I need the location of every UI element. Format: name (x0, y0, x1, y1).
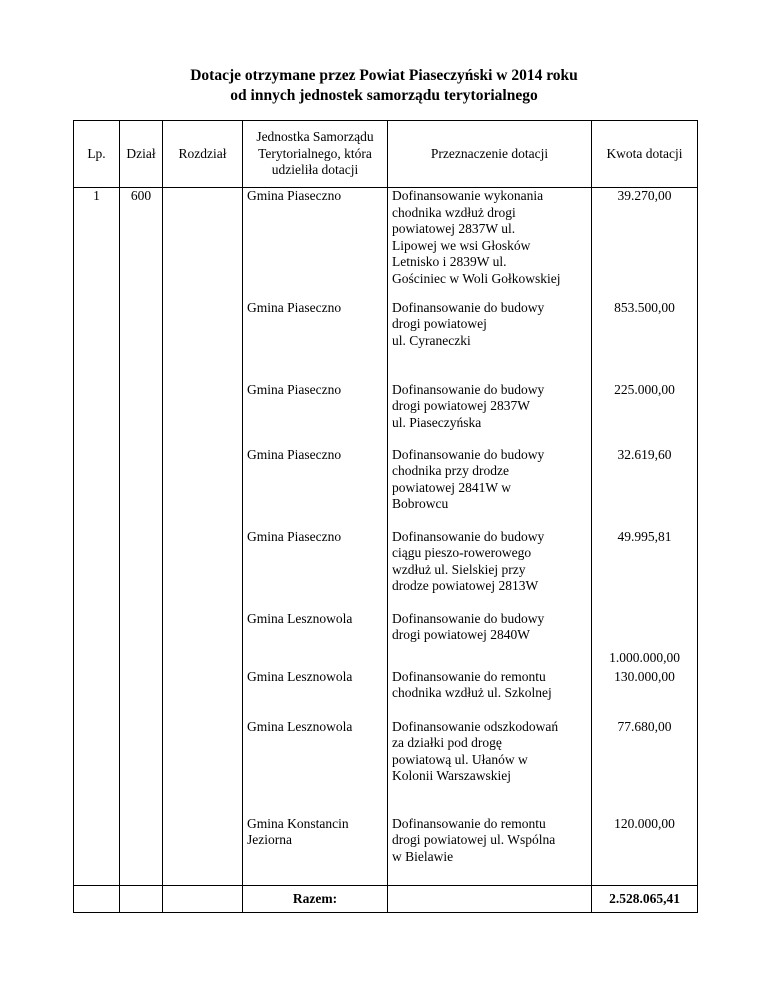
cell-kwota: 120.000,00 (592, 816, 698, 886)
cell-rozdzial (163, 529, 243, 611)
cell-jednostka: Gmina Piaseczno (243, 529, 388, 611)
cell-rozdzial (163, 611, 243, 669)
cell-kwota: 853.500,00 (592, 300, 698, 382)
title-line-2: od innych jednostek samorządu terytorialnego (230, 87, 538, 104)
cell-kwota: 39.270,00 (592, 188, 698, 300)
cell-kwota: 1.000.000,00 (592, 611, 698, 669)
cell-rozdzial (163, 816, 243, 886)
cell-dzial (120, 719, 163, 816)
cell-lp: 1 (74, 188, 120, 300)
document-title (0, 66, 768, 106)
table-row (74, 382, 698, 447)
cell-rozdzial (163, 669, 243, 719)
cell-rozdzial (163, 719, 243, 816)
cell-jednostka: Gmina Lesznowola (243, 669, 388, 719)
cell-przeznaczenie: Dofinansowanie do budowy drogi powiatowej 2840W (388, 611, 592, 669)
table-row (74, 611, 698, 669)
header-przeznaczenie: Przeznaczenie dotacji (388, 121, 592, 188)
header-kwota: Kwota dotacji (592, 121, 698, 188)
cell-lp (74, 300, 120, 382)
subsidies-table (73, 120, 698, 913)
cell-lp (74, 669, 120, 719)
table-total-row (74, 886, 698, 913)
cell-kwota: 130.000,00 (592, 669, 698, 719)
header-rozdzial: Rozdział (163, 121, 243, 188)
cell-lp (74, 816, 120, 886)
cell-kwota: 225.000,00 (592, 382, 698, 447)
cell-jednostka: Gmina Lesznowola (243, 719, 388, 816)
cell-rozdzial (163, 382, 243, 447)
table-header-row (74, 121, 698, 188)
cell-dzial (120, 300, 163, 382)
total-label: Razem: (243, 886, 388, 913)
header-dzial: Dział (120, 121, 163, 188)
header-lp: Lp. (74, 121, 120, 188)
cell-dzial: 600 (120, 188, 163, 300)
cell-dzial (120, 669, 163, 719)
cell-jednostka: Gmina Konstancin Jeziorna (243, 816, 388, 886)
cell-przeznaczenie: Dofinansowanie do budowy drogi powiatowej ul. Cyraneczki (388, 300, 592, 382)
cell-przeznaczenie: Dofinansowanie do remontu chodnika wzdłuż ul. Szkolnej (388, 669, 592, 719)
cell-rozdzial (163, 447, 243, 529)
title-line-1: Dotacje otrzymane przez Powiat Piaseczyński w 2014 roku (190, 67, 578, 84)
cell-rozdzial (163, 188, 243, 300)
cell-jednostka: Gmina Lesznowola (243, 611, 388, 669)
cell-przeznaczenie: Dofinansowanie do remontu drogi powiatowej ul. Wspólna w Bielawie (388, 816, 592, 886)
cell-jednostka: Gmina Piaseczno (243, 447, 388, 529)
cell-kwota: 32.619,60 (592, 447, 698, 529)
cell-lp (74, 529, 120, 611)
table-row (74, 188, 698, 300)
cell-lp (74, 447, 120, 529)
table-row (74, 447, 698, 529)
cell-lp (74, 611, 120, 669)
cell-rozdzial (163, 300, 243, 382)
cell-przeznaczenie: Dofinansowanie odszkodowań za działki pod drogę powiatową ul. Ułanów w Kolonii Warszawskiej (388, 719, 592, 816)
table-row (74, 669, 698, 719)
cell-jednostka: Gmina Piaseczno (243, 382, 388, 447)
cell-dzial (120, 529, 163, 611)
cell-jednostka: Gmina Piaseczno (243, 188, 388, 300)
cell-dzial (120, 611, 163, 669)
cell-jednostka: Gmina Piaseczno (243, 300, 388, 382)
cell-lp (74, 719, 120, 816)
cell-przeznaczenie: Dofinansowanie do budowy chodnika przy drodze powiatowej 2841W w Bobrowcu (388, 447, 592, 529)
table-row (74, 529, 698, 611)
cell-przeznaczenie: Dofinansowanie do budowy drogi powiatowej 2837W ul. Piaseczyńska (388, 382, 592, 447)
header-jednostka: Jednostka Samorządu Terytorialnego, która udzieliła dotacji (243, 121, 388, 188)
table-row (74, 719, 698, 816)
cell-przeznaczenie: Dofinansowanie do budowy ciągu pieszo-rowerowego wzdłuż ul. Sielskiej przy drodze powiatowej 2813W (388, 529, 592, 611)
cell-kwota: 77.680,00 (592, 719, 698, 816)
cell-dzial (120, 382, 163, 447)
cell-kwota: 49.995,81 (592, 529, 698, 611)
table-row (74, 300, 698, 382)
total-value: 2.528.065,41 (592, 886, 698, 913)
table-row (74, 816, 698, 886)
cell-dzial (120, 447, 163, 529)
cell-lp (74, 382, 120, 447)
cell-dzial (120, 816, 163, 886)
cell-przeznaczenie: Dofinansowanie wykonania chodnika wzdłuż drogi powiatowej 2837W ul. Lipowej we wsi Głosków Letnisko i 2839W ul. Gościniec w Woli Gołkowskiej (388, 188, 592, 300)
